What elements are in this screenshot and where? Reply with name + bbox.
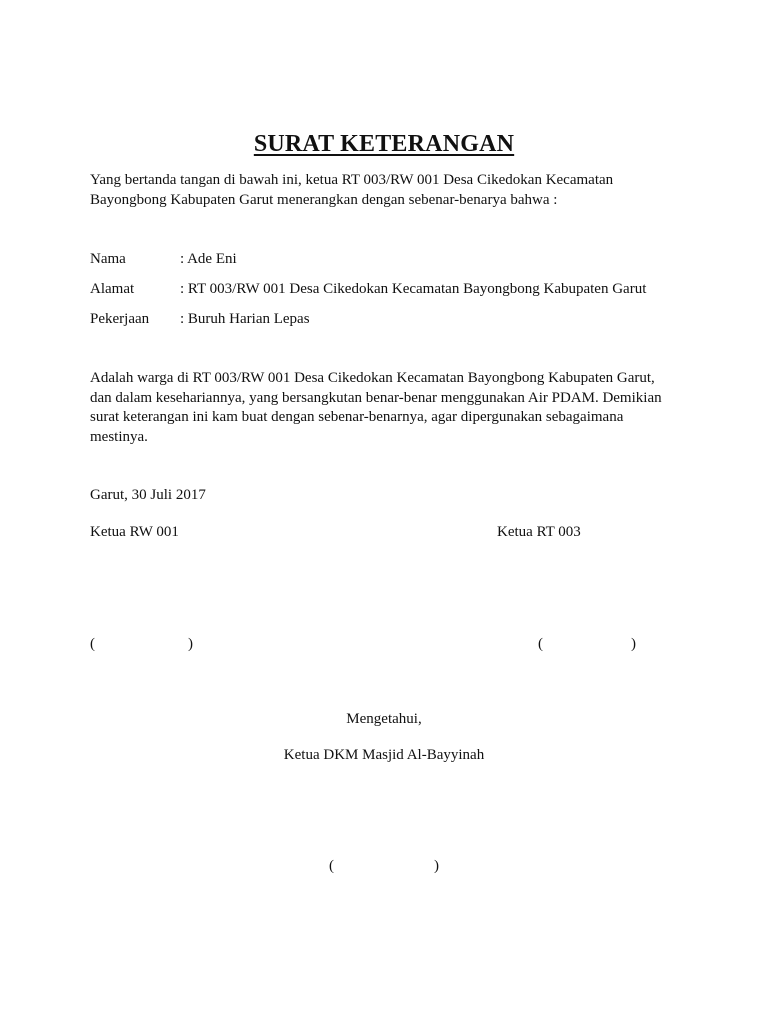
close-paren: ) xyxy=(434,858,439,874)
field-value-alamat: : RT 003/RW 001 Desa Cikedokan Kecamatan Bayongbong Kabupaten Garut xyxy=(180,281,647,297)
acknowledgement-label: Mengetahui, xyxy=(346,711,422,727)
signature-line-rt xyxy=(538,635,636,654)
signer-title-rw: Ketua RW 001 xyxy=(90,524,179,540)
signer-title-rt: Ketua RT 003 xyxy=(497,524,581,540)
field-nama xyxy=(90,250,237,269)
open-paren: ( xyxy=(538,636,543,652)
field-alamat xyxy=(90,280,646,299)
field-pekerjaan xyxy=(90,310,310,329)
acknowledgement-title: Ketua DKM Masjid Al-Bayyinah xyxy=(283,747,485,763)
field-label-nama: Nama xyxy=(90,251,126,267)
open-paren: ( xyxy=(329,858,334,874)
signature-line-rw xyxy=(90,635,193,654)
letter-title: SURAT KETERANGAN xyxy=(253,131,515,157)
close-paren: ) xyxy=(188,636,193,652)
field-label-alamat: Alamat xyxy=(90,281,135,297)
signature-line-dkm xyxy=(329,857,439,876)
body-paragraph: Adalah warga di RT 003/RW 001 Desa Cikedokan Kecamatan Bayongbong Kabupaten Garut, dan dalam kesehariannya, yang bersangkutan benar-benar menggunakan Air PDAM. Demikian surat keterangan ini kam buat dengan sebenar-benarnya, agar dipergunakan sebagaimana mestinya. xyxy=(90,370,662,445)
open-paren: ( xyxy=(90,636,95,652)
field-value-pekerjaan: : Buruh Harian Lepas xyxy=(180,311,310,327)
field-label-pekerjaan: Pekerjaan xyxy=(90,311,150,327)
intro-paragraph: Yang bertanda tangan di bawah ini, ketua RT 003/RW 001 Desa Cikedokan Kecamatan Bayongbong Kabupaten Garut menerangkan dengan sebenar-benarya bahwa : xyxy=(90,172,614,208)
field-value-nama: : Ade Eni xyxy=(180,251,237,267)
place-date: Garut, 30 Juli 2017 xyxy=(90,487,206,503)
close-paren: ) xyxy=(631,636,636,652)
